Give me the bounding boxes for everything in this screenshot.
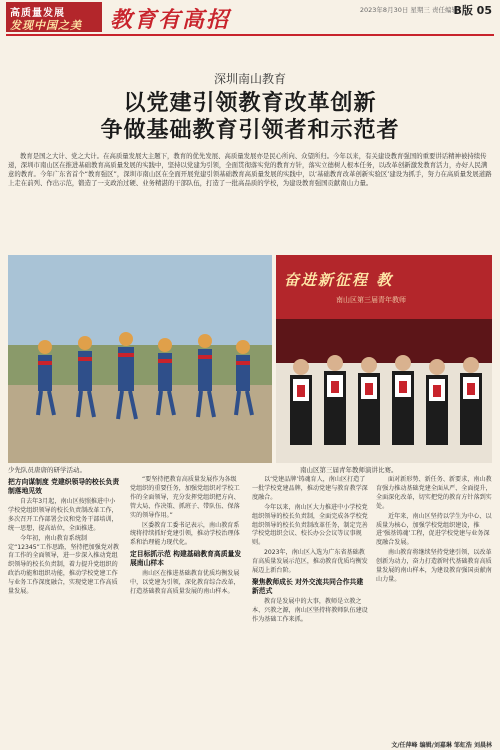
students-activity-photo xyxy=(8,255,272,463)
column-4-paragraph: 近年来，南山区坚持以学生为中心、以质量为核心，加强学校党组织建设，推进‘强基铸魂’工程，促进学校党建与业务深度融合发展。 xyxy=(376,512,492,547)
column-2-paragraph: “要坚持把教育高质量发展作为各级党组织的重要任务，加强党组织对学校工作的全面领导，充分发挥党组织把方向、管大局、作决策、抓班子、带队伍、保落实的领导作用。” xyxy=(130,476,240,519)
photo-illustration-right xyxy=(276,255,492,463)
masthead-rule xyxy=(6,34,494,36)
date-line xyxy=(360,5,458,14)
column-1-paragraph: 自去年3月起，南山区按照推进中小学校党组织领导的校长负责制改革工作，多次召开工作部署会议和党务干部培训，统一思想，提高站位，全面推进。 xyxy=(8,498,118,532)
column-3-paragraph: 以‘党建品牌’铸魂育人，南山区打造了一批学校党建品牌，推动党建与教育教学深度融合。 xyxy=(252,476,368,501)
headline-line-2: 争做基础教育引领者和示范者 xyxy=(100,117,400,143)
speech-contest-photo xyxy=(276,255,492,463)
column-3-paragraph: 2023年，南山区入选为广东省基础教育高质量发展示范区，推动教育优质均衡发展迈上新台阶。 xyxy=(252,549,368,575)
column-4-paragraph: 南山教育将继续坚持党建引领，以改革创新为动力，奋力打造新时代基础教育高质量发展的南山样本，为建设教育强国贡献南山力量。 xyxy=(376,549,492,583)
issue-weekday: 星期三 xyxy=(410,6,430,14)
issue-date: 2023年8月30日 xyxy=(359,6,409,14)
column-2-paragraph: 南山区在推进基础教育优质均衡发展中，以党建为引领，深化教育综合改革，打造基础教育高质量发展的南山样本。 xyxy=(130,570,240,596)
headline-line-1: 以党建引领教育改革创新 xyxy=(123,90,377,116)
edition-number: B版 05 xyxy=(453,4,492,17)
section-bottom: 发现中国之美 xyxy=(10,19,82,32)
column-3-subhead: 聚焦教师成长 对外交流共同合作共建新范式 xyxy=(252,577,364,595)
column-4-paragraph: 面对新形势、新任务、新要求，南山教育强力推动基础党建全面从严、全面提升，全面深化改革，切实把党的教育方针落到实处。 xyxy=(376,476,492,510)
article-credit: 文/任萍峰 编辑/刘嘉琳 邹虹浩 刘晨林 xyxy=(391,742,492,749)
column-3-paragraph: 教育是发展中的大事，教师是立教之本、兴教之源，南山区坚持将教师队伍建设作为基础工作来抓。 xyxy=(252,597,368,623)
column-2-subhead: 定目标抓示范 构建基础教育高质量发展南山样本 xyxy=(130,550,242,568)
left-photo-caption: 少先队员唐唐的研学活动。 xyxy=(8,466,86,474)
column-1 xyxy=(8,476,120,598)
column-1-paragraph: 今年初，南山教育系统制定“12345”工作思路，坚持把加强党对教育工作的全面领导，进一步深入推动党组织领导的校长负责制，着力提升党组织的政治功能和组织功能，推动学校党建工作与业务工作深度融合，实现党建工作高质量发展。 xyxy=(8,534,120,596)
column-1-subhead: 把方向谋制度 党建织领导的校长负责制落地见效 xyxy=(8,478,120,495)
stage-banner-title: 奋进新征程 教 xyxy=(284,271,394,289)
page-title: 教育有高招 xyxy=(110,7,231,33)
article-kicker: 深圳南山教育 xyxy=(213,72,286,86)
section-badge xyxy=(6,2,102,32)
column-4 xyxy=(376,476,492,586)
editor-label: 责任编辑 xyxy=(432,6,458,14)
intro-paragraph: 教育是国之大计、党之大计。在高质量发展大主题下，教育的优先发展、高质量发展亦是民心所向、众望所归。今年以来，有关建设教育强国的重要讲话精神被持续传递，深圳市南山区在推进基础教育高质量发展的实践中，坚持以党建为引领，全面贯彻落实党的教育方针，落实立德树人根本任务，以改革创新激发教育活力，办好人民满意的教育。今年广东省首个“教育强区”，深圳市南山区在全面开展党建引领基础教育高质量发展的实践中，以‘基础教育改革创新实验区’建设为抓手，努力在高质量发展道路上走在前列、作出示范，锻造了一支政治过硬、业务精湛的干部队伍，打造了一批高品质的学校，为建设教育强国贡献南山力量。 xyxy=(8,152,492,187)
right-photo-caption: 南山区第三届青年教师演讲比赛。 xyxy=(300,466,398,474)
column-2 xyxy=(130,476,242,598)
column-3-paragraph: 今年以来，南山区大力推进中小学校党组织领导的校长负责制，全面完成各学校党组织领导的校长负责制改革任务，制定完善学校党组织会议、校长办公会议等议事规则。 xyxy=(252,503,368,547)
photo-illustration-left xyxy=(8,255,272,463)
masthead xyxy=(0,0,500,34)
column-3 xyxy=(252,476,368,626)
section-top: 高质量发展 xyxy=(10,8,65,19)
column-2-paragraph: 区委教育工委书记表示，南山教育系统将持续抓好党建引领，推动学校治理体系和治理能力现代化。 xyxy=(130,521,240,547)
stage-banner-subtitle: 南山区第三届青年教师 xyxy=(336,296,406,304)
